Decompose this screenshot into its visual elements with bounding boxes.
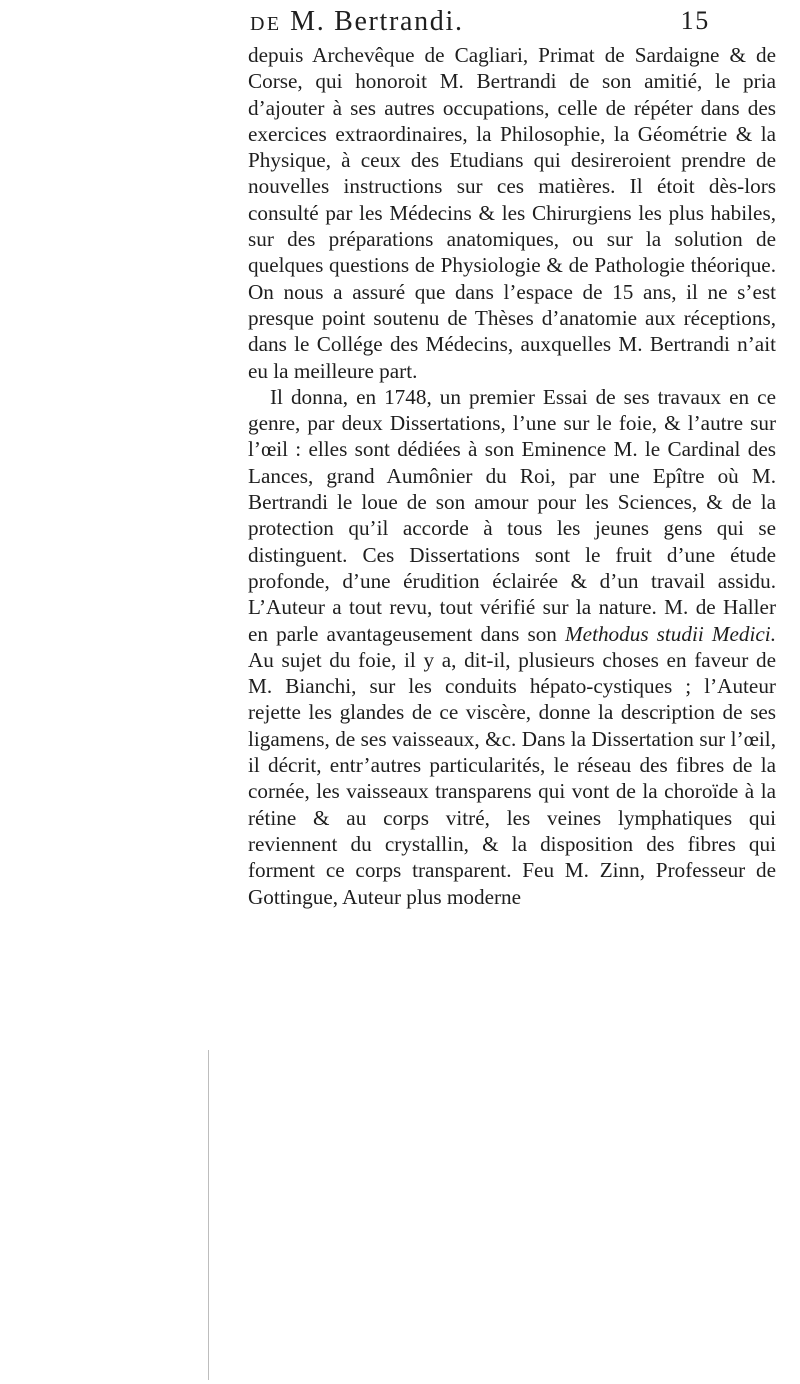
running-head-author: M. Bertrandi. [290, 6, 464, 37]
running-head-title [250, 6, 464, 38]
margin-shadow-line [208, 1050, 209, 1380]
paragraph-1 [248, 42, 776, 384]
page-number: 15 [680, 6, 710, 35]
running-head-prefix: DE [250, 13, 282, 35]
body-text [248, 42, 776, 910]
paragraph-1-text: depuis Archevêque de Cagliari, Primat de Sardaigne & de Corse, qui honoroit M. Bertrandi de son amitié, le pria d’ajouter à ses autres occupations, celle de répéter dans des exercices extraordinaires, la Philosophie, la Géométrie & la Physique, à ceux des Etudians qui desireroient prendre de nouvelles instructions sur ces matières. Il étoit dès-lors consulté par les Médecins & les Chirurgiens les plus habiles, sur des préparations anatomiques, ou sur la solution de quelques questions de Physiologie & de Pathologie théorique. On nous a assuré que dans l’espace de 15 ans, il ne s’est presque point soutenu de Thèses d’anatomie aux réceptions, dans le Collége des Médecins, auxquelles M. Bertrandi n’ait eu la meilleure part. [248, 43, 776, 383]
paragraph-2-text-a: Il donna, en 1748, un premier Essai de ses travaux en ce genre, par deux Dissertations, l’une sur le foie, & l’autre sur l’œil : elles sont dédiées à son Eminence M. le Cardinal des Lances, grand Aumônier du Roi, par une Epître où M. Bertrandi le loue de son amour pour les Sciences, & de la protection qu’il accorde à tous les jeunes gens qui se distinguent. Ces Dissertations sont le fruit d’une étude profonde, d’une érudition éclairée & d’un travail assidu. L’Auteur a tout revu, tout vérifié sur la nature. M. de Haller en parle avantageusement dans son [248, 384, 776, 646]
book-title-italic: Methodus studii Medici. [565, 621, 776, 646]
running-head [250, 6, 710, 42]
paragraph-2-text-b: Au sujet du foie, il y a, dit-il, plusieurs choses en faveur de M. Bianchi, sur les conduits hépato-cystiques ; l’Auteur rejette les glandes de ce viscère, donne la description de ses ligamens, de ses vaisseaux, &c. Dans la Dissertation sur l’œil, il décrit, entr’autres particularités, le réseau des fibres de la cornée, les vaisseaux transparens qui vont de la choroïde à la rétine & au corps vitré, les veines lymphatiques qui reviennent du crystallin, & la disposition des fibres qui forment ce corps transparent. Feu M. Zinn, Professeur de Gottingue, Auteur plus moderne [248, 647, 776, 909]
paragraph-2 [248, 384, 776, 910]
